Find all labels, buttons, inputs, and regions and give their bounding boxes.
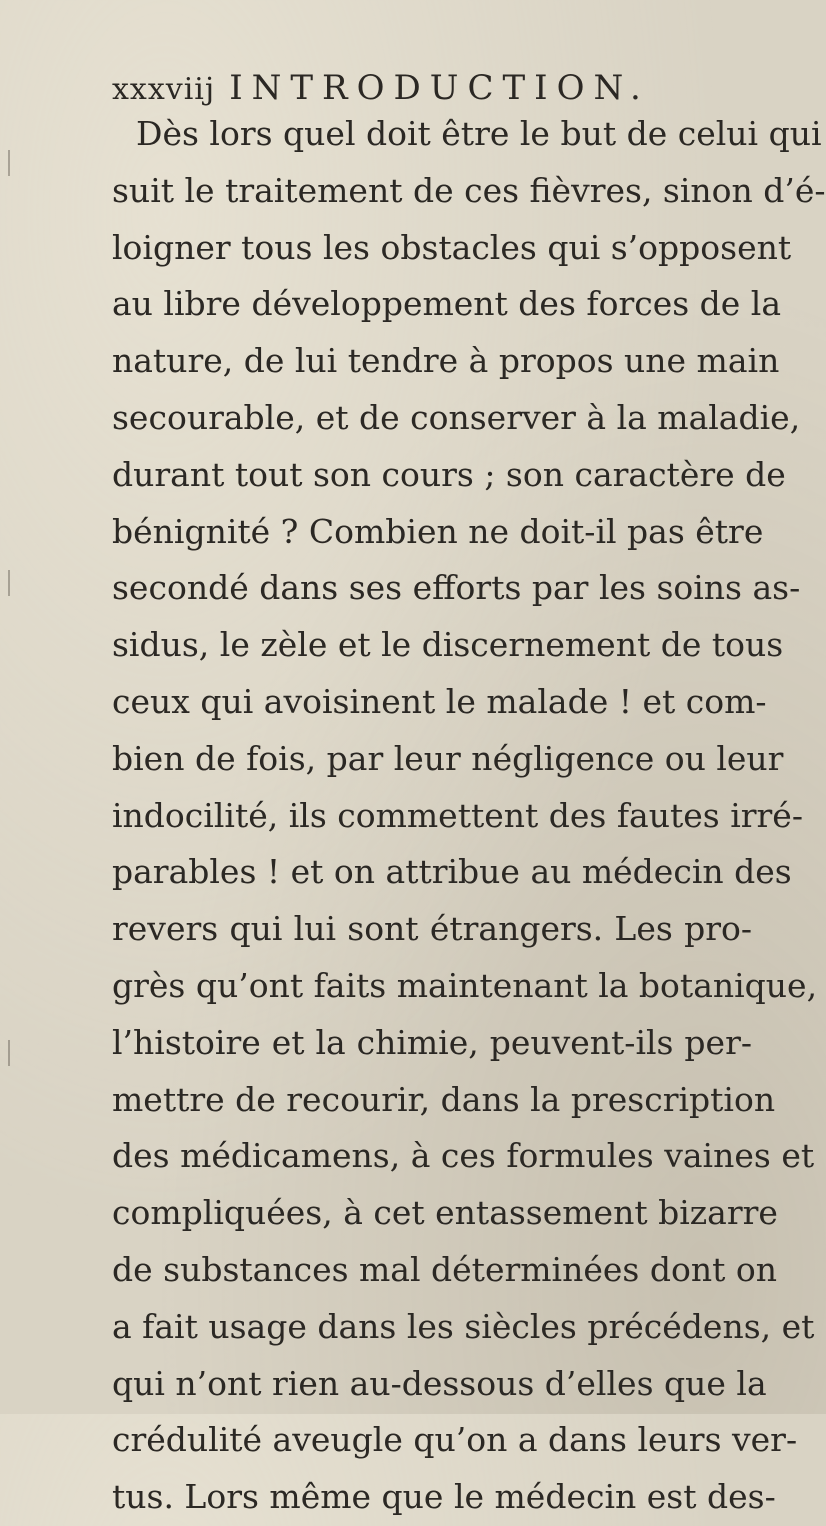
text-line: secondé dans ses efforts par les soins as-	[112, 568, 801, 608]
text-line: qui n’ont rien au-dessous d’elles que la	[112, 1363, 767, 1403]
text-line: indocilité, ils commettent des fautes irré-	[112, 795, 803, 835]
text-line: sidus, le zèle et le discernement de tous	[112, 625, 784, 665]
text-line: a fait usage dans les siècles précédens, et	[112, 1306, 815, 1346]
text-line: bénignité ? Combien ne doit-il pas être	[112, 511, 764, 551]
margin-mark	[8, 570, 16, 596]
text-line: ceux qui avoisinent le malade ! et com-	[112, 681, 767, 721]
text-line: parables ! et on attribue au médecin des	[112, 852, 792, 892]
text-line: l’histoire et la chimie, peuvent-ils per-	[112, 1022, 752, 1062]
text-line: compliquées, à cet entassement bizarre	[112, 1193, 778, 1233]
text-line: nature, de lui tendre à propos une main	[112, 341, 780, 381]
text-line: revers qui lui sont étrangers. Les pro-	[112, 909, 752, 949]
running-title: INTRODUCTION.	[229, 68, 650, 108]
text-line: mettre de recourir, dans la prescription	[112, 1079, 776, 1119]
text-line: des médicamens, à ces formules vaines et	[112, 1136, 815, 1176]
text-line: au libre développement des forces de la	[112, 284, 782, 324]
text-line: bien de fois, par leur négligence ou leur	[112, 738, 784, 778]
text-line: secourable, et de conserver à la maladie,	[112, 397, 801, 437]
body-text	[112, 106, 826, 1526]
page-header	[112, 68, 650, 108]
text-line: crédulité aveugle qu’on a dans leurs ver-	[112, 1420, 798, 1460]
text-line: tus. Lors même que le médecin est des-	[112, 1477, 776, 1517]
text-line: loigner tous les obstacles qui s’opposent	[112, 227, 792, 267]
margin-mark	[8, 150, 16, 176]
text-line: de substances mal déterminées dont on	[112, 1249, 777, 1289]
margin-mark	[8, 1040, 16, 1066]
text-line: suit le traitement de ces fièvres, sinon d’é-	[112, 170, 826, 210]
text-line: durant tout son cours ; son caractère de	[112, 454, 786, 494]
page-number: xxxviij	[112, 72, 216, 107]
text-line: Dès lors quel doit être le but de celui qui	[136, 114, 822, 153]
text-line: grès qu’ont faits maintenant la botanique,	[112, 965, 818, 1005]
